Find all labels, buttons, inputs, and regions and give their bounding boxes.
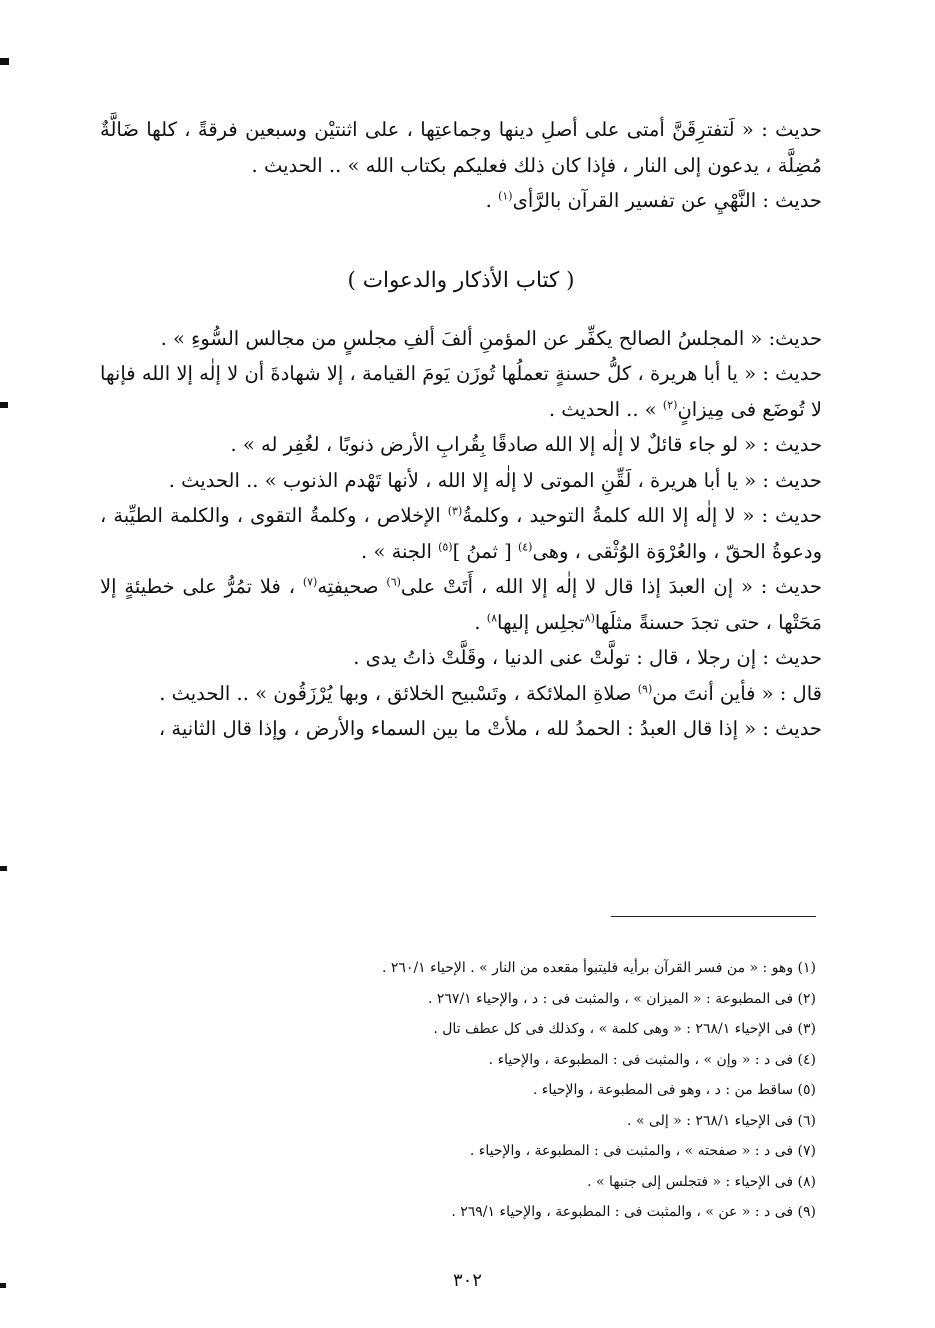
hadith-paragraph: حديث : إن رجلا ، قال : تولَّتْ عنى الدنيا ، وقَلَّتْ ذاتُ يدى . (353, 646, 822, 669)
section-gap (100, 219, 822, 261)
footnote-ref: (٧) (302, 575, 318, 589)
footnote-separator (611, 916, 816, 917)
main-text (100, 112, 822, 747)
hadith-paragraph: قال : « فأين أنتَ من$^{(٩)}$ صلاةِ الملائكة ، وتَسْبيح الخلائق ، وبها يُرْزَقُون » .. الحديث . (159, 681, 822, 705)
footnote-ref: (٨ (584, 611, 595, 624)
page-number: ٣٠٢ (452, 1270, 482, 1291)
binding-mark-lower (0, 866, 7, 871)
footnotes (180, 953, 816, 1228)
footnote: (٧) فى د : « صفحته » ، والمثبت فى : المطبوعة ، والإحياء . (469, 1143, 816, 1159)
footnote-ref: (٦) (386, 575, 401, 589)
hadith-paragraph: حديث : « لو جاء قائلٌ لا إلٰه إلا الله صادقًا بِقُرابِ الأرض ذنوبًا ، لغُفِر له » . (230, 433, 822, 456)
hadith-paragraph: حديث : « لا إلٰه إلا الله كلمةُ التوحيد ، وكلمةُ$^{(٣)}$ الإخلاص ، وكلمةُ التقوى ، والكلمة الطيِّبة ، ودعوةُ الحقّ ، والعُرْوَة الوُثْقى ، وهى$^{(٤)}$ [ ثمنُ ]$^{(٥)}$ الجنة » . (100, 504, 822, 563)
hadith-paragraph: حديث : « يا أبا هريرة ، كلُّ حسنةٍ تعملُها تُوزَن يَومَ القيامة ، إلا شهادةَ أن لا إلٰه إلا الله فإنها لا تُوضَع فى مِيزانٍ$^{(٢)}$ » .. الحديث . (100, 362, 822, 421)
footnote: (٦) فى الإحياء ٢٦٨/١ : « إلى » . (627, 1112, 816, 1129)
footnote: (٨) فى الإحياء : « فتجلس إلى جنبها » . (587, 1173, 816, 1190)
footnote-ref: (٤) (517, 540, 533, 553)
binding-mark-top (0, 58, 9, 65)
hadith-paragraph: حديث : « لَتفترِقَنَّ أمتى على أصلِ دينها وجماعتِها ، على اثنتيْن وسبعين فرقةً ، كلها ضَالَّةٌ مُضِلَّة ، يدعون إلى النار ، فإذا كان ذلك فعليكم بكتاب الله » .. الحديث . (100, 118, 822, 177)
hadith-paragraph: حديث : « إن العبدَ إذا قال لا إلٰه إلا الله ، أَتَتْ على$^{(٦)}$ صحيفتِه$^{(٧)}$ ، فلا تمُرُّ على خطيئةٍ إلا مَحَتْها ، حتى تجدَ حسنةً مثلَها$^{(٨}$تجلِس إليها$^{٨)}$ . (100, 575, 822, 634)
binding-mark-middle (0, 402, 8, 408)
footnote: (٥) ساقط من : د ، وهو فى المطبوعة ، والإحياء . (532, 1082, 816, 1098)
footnote: (٢) فى المطبوعة : « الميزان » ، والمثبت فى : د ، والإحياء ٢٦٧/١ . (427, 990, 816, 1007)
hadith-paragraph: حديث : النَّهْيِ عن تفسير القرآن بالرَّأى$^{(١)}$ . (485, 189, 822, 212)
section-heading: ( كتاب الأذكار والدعوات ) (347, 267, 575, 293)
hadith-paragraph: حديث: « المجلسُ الصالح يكفِّر عن المؤمنِ ألفَ ألفِ مجلسٍ من مجالس السُّوءِ » . (160, 326, 822, 350)
footnote-ref: (١) (498, 189, 513, 203)
footnote-ref: ٨) (486, 611, 497, 624)
footnote: (٤) فى د : « وإن » ، والمثبت فى : المطبوعة ، والإحياء . (488, 1051, 816, 1068)
footnote-ref: (٩) (637, 682, 653, 695)
footnote-ref: (٢) (662, 398, 678, 411)
footnote: (٣) فى الإحياء ٢٦٨/١ : « وهى كلمة » ، وكذلك فى كل عطف تال . (433, 1021, 816, 1037)
hadith-paragraph: حديث : « إذا قال العبدُ : الحمدُ لله ، ملأتْ ما بين السماء والأرض ، وإذا قال الثانية ، (158, 717, 822, 740)
footnote: (١) وهو : « من فسر القرآن برأيه فليتبوأ مقعده من النار » . الإحياء ٢٦٠/١ . (381, 960, 816, 976)
footnote-ref: (٥) (438, 540, 453, 553)
footnote: (٩) فى د : « عن » ، والمثبت فى : المطبوعة ، والإحياء ٢٦٩/١ . (451, 1204, 816, 1220)
hadith-paragraph: حديث : « يا أبا هريرة ، لَقِّنِ الموتى لا إلٰه إلا الله ، لأنها تَهْدم الذنوب » .. الحديث . (168, 468, 822, 492)
footnote-ref: (٣) (447, 504, 463, 518)
